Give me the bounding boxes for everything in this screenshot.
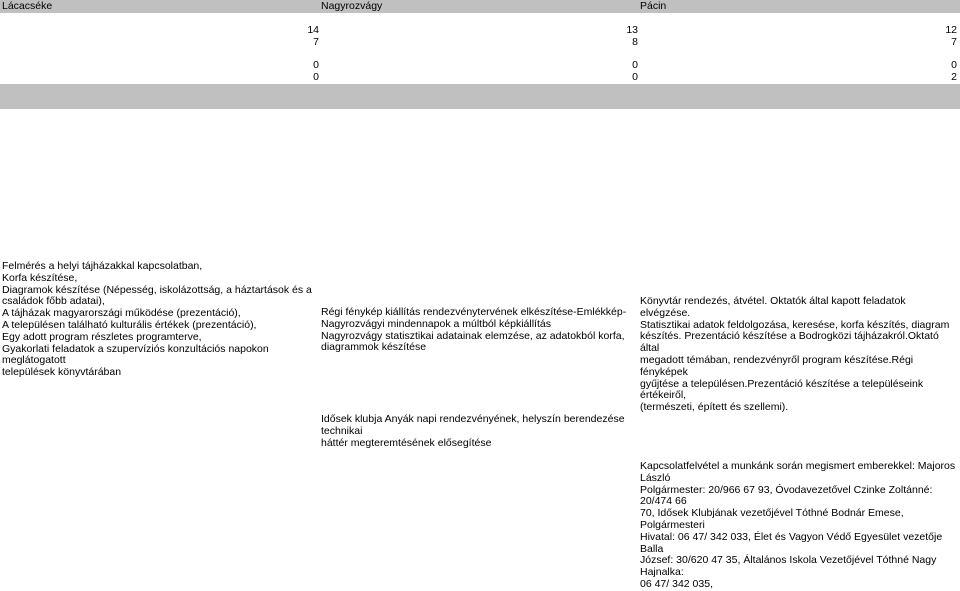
header-nagyrozvagy: Nagyrozvágy [321, 0, 383, 12]
separator-band [0, 96, 960, 109]
number-value: 12 [945, 24, 957, 36]
tasks-idosek-klubja: Idősek klubja Anyák napi rendezvényének, helyszín berendezése technikai háttér megteremtésének elősegítése [321, 413, 625, 449]
number-value: 2 [951, 71, 957, 83]
number-value: 0 [313, 71, 319, 83]
header-lacacseke: Lácacséke [2, 0, 53, 12]
number-value: 0 [951, 59, 957, 71]
numbers-row-1 [0, 24, 960, 48]
number-value: 7 [313, 36, 319, 48]
tasks-pacin: Könyvtár rendezés, átvétel. Oktatók által kapott feladatok elvégzése. Statisztikai adatok feldolgozása, keresése, korfa készítés, diagram készítés. Prezentáció készítése a Bodrogközi tájházakról.Oktató által megadott témában, rendezvényről program készítése.Régi fényképek gyűjtése a településen.Prezentáció készítése a településeink értékeiről, (természeti, épített és szellemi). [640, 295, 950, 414]
numbers-cell-lacacseke [259, 24, 319, 48]
header-pacin: Pácin [640, 0, 667, 12]
tasks-nagyrozvagy: Régi fénykép kiállítás rendezvénytervének elkészítése-Emlékkép- Nagyrozvágyi mindennapok a múltból képkiállítás Nagyrozvágy statisztikai adatainak elemzése, az adatokból korfa, diagrammok készítése [321, 306, 627, 354]
numbers-cell-pacin [897, 24, 957, 48]
numbers-cell-nagyrozvagy [578, 24, 638, 48]
number-value: 14 [307, 24, 319, 36]
tasks-lacacseke: Felmérés a helyi tájházakkal kapcsolatban, Korfa készítése, Diagramok készítése (Népesség, iskolázottság, a háztartások és a családok főbb adatai), A tájházak magyarországi működése (prezentáció), A településen található kulturális értékek (prezentáció), Egy adott program részletes programterve, Gyakorlati feladatok a szupervíziós konzultációs napokon meglátogatott települések könyvtárában [2, 260, 312, 379]
number-value: 0 [632, 59, 638, 71]
contacts-block: Kapcsolatfelvétel a munkánk során megismert emberekkel: Majoros László Polgármester: 20/966 67 93, Óvodavezetővel Czinke Zoltánné: 20/474 66 70, Idősek Klubjának vezetőjével Tóthné Bodnár Emese, Polgármesteri Hivatal: 06 47/ 342 033, Élet és Vagyon Védő Egyesület vezetője Balla József: 30/620 47 35, Általános Iskola Vezetőjével Tóthné Nagy Hajnalka: 06 47/ 342 035, [640, 460, 956, 590]
number-value: 8 [632, 36, 638, 48]
numbers-cell-lacacseke [259, 59, 319, 83]
number-value: 7 [951, 36, 957, 48]
numbers-cell-pacin [897, 59, 957, 83]
number-value: 0 [632, 71, 638, 83]
number-value: 0 [313, 59, 319, 71]
numbers-cell-nagyrozvagy [578, 59, 638, 83]
header-row [0, 0, 960, 13]
number-value: 13 [626, 24, 638, 36]
numbers-row-2 [0, 59, 960, 83]
